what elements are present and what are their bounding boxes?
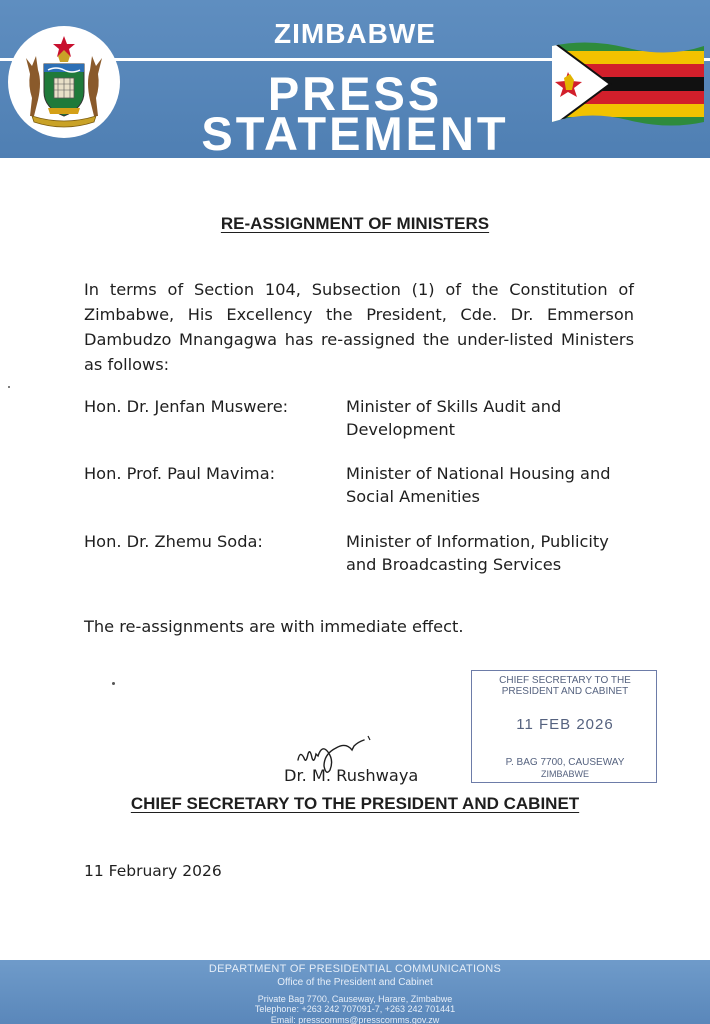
effect-statement: The re-assignments are with immediate effect. — [84, 617, 464, 636]
stamp-line: P. BAG 7700, CAUSEWAY — [505, 757, 625, 768]
header-title-statement: STATEMENT — [201, 107, 509, 158]
stamp-line: CHIEF SECRETARY TO THE — [499, 675, 631, 686]
minister-name: Hon. Dr. Zhemu Soda: — [84, 532, 263, 551]
ministry-post — [346, 462, 646, 508]
stamp-date: 11 FEB 2026 — [516, 716, 614, 733]
press-statement-footer — [0, 960, 710, 1024]
ministry-post — [346, 530, 646, 576]
scan-speck — [8, 386, 10, 388]
stamp-line: PRESIDENT AND CABINET — [501, 686, 629, 697]
document-title: RE-ASSIGNMENT OF MINISTERS — [220, 214, 490, 233]
zimbabwe-flag-icon — [548, 38, 708, 130]
press-statement-header — [0, 0, 710, 158]
scan-speck — [112, 682, 115, 685]
minister-name: Hon. Prof. Paul Mavima: — [84, 464, 276, 483]
footer-telephone: Telephone: +263 242 707091-7, +263 242 701441 — [254, 1004, 456, 1014]
ministry-post — [346, 395, 646, 441]
footer-email: Email: presscomms@presscomms.gov.zw — [270, 1015, 440, 1024]
footer-address: Private Bag 7700, Causeway, Harare, Zimbabwe — [257, 994, 453, 1004]
footer-office: Office of the President and Cabinet — [277, 977, 433, 988]
signatory-title: CHIEF SECRETARY TO THE PRESIDENT AND CABINET — [130, 794, 580, 813]
statement-date: 11 February 2026 — [84, 862, 222, 880]
ministry-post-line: Minister of National Housing and — [346, 464, 611, 483]
ministry-post-line: Development — [346, 420, 455, 439]
official-date-stamp — [471, 670, 657, 783]
ministry-post-line: and Broadcasting Services — [346, 555, 562, 574]
ministry-post-line: Minister of Skills Audit and — [346, 397, 562, 416]
header-country: ZIMBABWE — [274, 18, 436, 49]
stamp-line: ZIMBABWE — [540, 769, 589, 779]
ministry-post-line: Social Amenities — [346, 487, 480, 506]
ministry-post-line: Minister of Information, Publicity — [346, 532, 609, 551]
intro-paragraph: In terms of Section 104, Subsection (1) of the Constitution of Zimbabwe, His Excellency the President, Cde. Dr. Emmerson Dambudzo Mnangagwa has re-assigned the under-listed Ministers as follows: — [84, 280, 634, 374]
footer-department: DEPARTMENT OF PRESIDENTIAL COMMUNICATIONS — [208, 963, 502, 975]
minister-name: Hon. Dr. Jenfan Muswere: — [84, 397, 289, 416]
signatory-name: Dr. M. Rushwaya — [284, 766, 419, 785]
header-title-press: PRESS — [267, 67, 443, 120]
